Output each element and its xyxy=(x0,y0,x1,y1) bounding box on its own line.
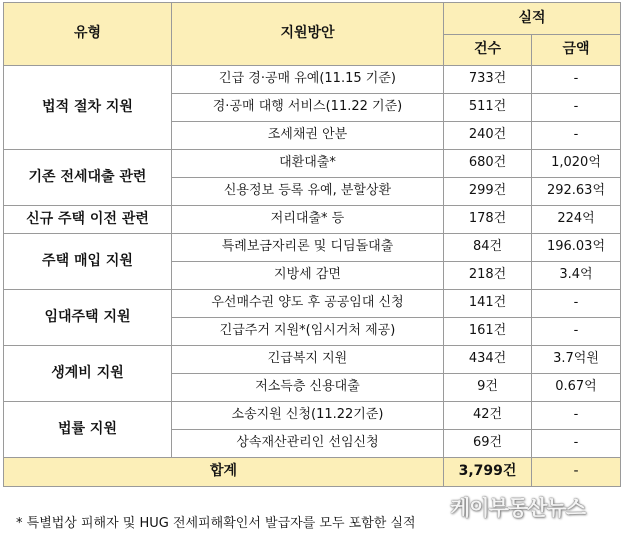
count-cell: 9건 xyxy=(444,374,532,402)
table-body xyxy=(4,66,621,458)
amount-cell: 3.7억원 xyxy=(532,346,621,374)
table-row xyxy=(4,234,621,262)
category-cell: 주택 매입 지원 xyxy=(4,234,172,290)
plan-cell: 긴급복지 지원 xyxy=(172,346,444,374)
count-cell: 161건 xyxy=(444,318,532,346)
count-cell: 434건 xyxy=(444,346,532,374)
amount-cell: 3.4억 xyxy=(532,262,621,290)
amount-cell: - xyxy=(532,430,621,458)
amount-cell: 0.67억 xyxy=(532,374,621,402)
amount-cell: - xyxy=(532,290,621,318)
amount-cell: - xyxy=(532,402,621,430)
category-cell: 임대주택 지원 xyxy=(4,290,172,346)
plan-cell: 상속재산관리인 선임신청 xyxy=(172,430,444,458)
plan-cell: 소송지원 신청(11.22기준) xyxy=(172,402,444,430)
count-cell: 84건 xyxy=(444,234,532,262)
count-cell: 42건 xyxy=(444,402,532,430)
plan-cell: 지방세 감면 xyxy=(172,262,444,290)
plan-cell: 조세채권 안분 xyxy=(172,122,444,150)
plan-cell: 특례보금자리론 및 디딤돌대출 xyxy=(172,234,444,262)
footnote: * 특별법상 피해자 및 HUG 전세피해확인서 발급자를 모두 포함한 실적 xyxy=(16,516,416,531)
amount-cell: 292.63억 xyxy=(532,178,621,206)
count-cell: 299건 xyxy=(444,178,532,206)
category-cell: 법률 지원 xyxy=(4,402,172,458)
header-type: 유형 xyxy=(4,3,172,66)
amount-cell: - xyxy=(532,66,621,94)
plan-cell: 저리대출* 등 xyxy=(172,206,444,234)
count-cell: 218건 xyxy=(444,262,532,290)
amount-cell: - xyxy=(532,94,621,122)
plan-cell: 우선매수권 양도 후 공공임대 신청 xyxy=(172,290,444,318)
amount-cell: - xyxy=(532,122,621,150)
plan-cell: 경·공매 대행 서비스(11.22 기준) xyxy=(172,94,444,122)
count-cell: 511건 xyxy=(444,94,532,122)
table-row xyxy=(4,206,621,234)
plan-cell: 긴급주거 지원*(임시거처 제공) xyxy=(172,318,444,346)
header-plan: 지원방안 xyxy=(172,3,444,66)
category-cell: 신규 주택 이전 관련 xyxy=(4,206,172,234)
table-header xyxy=(4,3,621,66)
header-count: 건수 xyxy=(444,35,532,66)
category-cell: 기존 전세대출 관련 xyxy=(4,150,172,206)
plan-cell: 대환대출* xyxy=(172,150,444,178)
total-count: 3,799건 xyxy=(444,458,532,487)
amount-cell: 1,020억 xyxy=(532,150,621,178)
amount-cell: - xyxy=(532,318,621,346)
table-row xyxy=(4,290,621,318)
table-footer xyxy=(4,458,621,487)
plan-cell: 긴급 경·공매 유예(11.15 기준) xyxy=(172,66,444,94)
table-row xyxy=(4,150,621,178)
amount-cell: 224억 xyxy=(532,206,621,234)
table-row xyxy=(4,66,621,94)
count-cell: 240건 xyxy=(444,122,532,150)
table-row xyxy=(4,346,621,374)
count-cell: 680건 xyxy=(444,150,532,178)
header-amount: 금액 xyxy=(532,35,621,66)
watermark-logo: 케이부동산뉴스 xyxy=(450,496,586,520)
total-row xyxy=(4,458,621,487)
plan-cell: 신용정보 등록 유예, 분할상환 xyxy=(172,178,444,206)
table-row xyxy=(4,402,621,430)
category-cell: 법적 절차 지원 xyxy=(4,66,172,150)
total-amount: - xyxy=(532,458,621,487)
plan-cell: 저소득층 신용대출 xyxy=(172,374,444,402)
count-cell: 69건 xyxy=(444,430,532,458)
total-label: 합계 xyxy=(4,458,444,487)
support-results-table xyxy=(3,2,621,487)
category-cell: 생계비 지원 xyxy=(4,346,172,402)
amount-cell: 196.03억 xyxy=(532,234,621,262)
header-results: 실적 xyxy=(444,3,621,35)
count-cell: 178건 xyxy=(444,206,532,234)
count-cell: 141건 xyxy=(444,290,532,318)
count-cell: 733건 xyxy=(444,66,532,94)
